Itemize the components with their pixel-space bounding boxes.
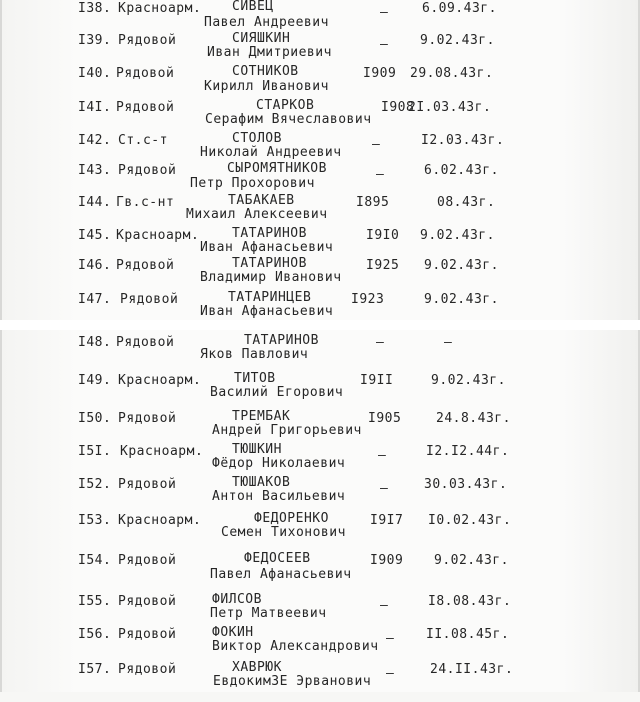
- surname: ФЕДОРЕНКО: [254, 511, 329, 526]
- entry-number: I44.: [78, 195, 112, 210]
- military-rank: Рядовой: [118, 163, 177, 178]
- given-name-patronymic: Антон Васильевич: [212, 489, 346, 504]
- military-rank: Рядовой: [116, 100, 175, 115]
- entry-number: I40.: [78, 66, 112, 81]
- surname: СЫРОМЯТНИКОВ: [227, 161, 327, 176]
- dash-mark: –: [372, 137, 381, 152]
- birth-year: I909: [363, 66, 397, 81]
- entry-number: I4I.: [78, 100, 112, 115]
- surname: ТАТАРИНОВ: [232, 256, 307, 271]
- surname: ТАТАРИНОВ: [244, 333, 319, 348]
- military-rank: Гв.с-нт: [116, 195, 175, 210]
- list-item: [0, 553, 640, 593]
- given-name-patronymic: Семен Тихонович: [221, 525, 346, 540]
- entry-number: I45.: [78, 228, 112, 243]
- entry-number: I52.: [78, 477, 112, 492]
- military-rank: Рядовой: [118, 411, 177, 426]
- birth-year: I9I7: [370, 513, 404, 528]
- death-date: I2.03.43г.: [421, 133, 505, 148]
- given-name-patronymic: Серафим Вячеславович: [205, 112, 372, 127]
- surname: ТАТАРИНОВ: [232, 226, 307, 241]
- military-rank: Красноарм.: [118, 1, 202, 16]
- death-date: 9.02.43г.: [424, 258, 499, 273]
- dash-mark: –: [380, 481, 389, 496]
- military-rank: Рядовой: [118, 594, 177, 609]
- surname: ТЮШКИН: [232, 442, 282, 457]
- given-name-patronymic: Виктор Александрович: [212, 639, 379, 654]
- military-rank: Рядовой: [118, 627, 177, 642]
- death-date: 9.02.43г.: [420, 33, 495, 48]
- death-date: 29.08.43г.: [410, 66, 494, 81]
- birth-year: I925: [366, 258, 400, 273]
- military-rank: Рядовой: [118, 477, 177, 492]
- entry-number: I49.: [78, 373, 112, 388]
- death-date: 24.8.43г.: [436, 411, 511, 426]
- surname: ТИТОВ: [234, 371, 276, 386]
- military-rank: Красноарм.: [118, 373, 202, 388]
- dash-mark: –: [380, 5, 389, 20]
- entry-number: I5I.: [78, 444, 112, 459]
- military-rank: Рядовой: [116, 335, 175, 350]
- entry-number: I46.: [78, 258, 112, 273]
- death-date: 6.09.43г.: [422, 1, 497, 16]
- entry-number: I38.: [78, 1, 112, 16]
- surname: ТАБАКАЕВ: [228, 193, 295, 208]
- list-item: [0, 513, 640, 553]
- given-name-patronymic: ЕвдокимЗЕ Эрванович: [213, 674, 372, 689]
- given-name-patronymic: Иван Афанасьевич: [200, 304, 334, 319]
- death-date: 08.43г.: [437, 195, 496, 210]
- entry-number: I50.: [78, 411, 112, 426]
- surname: СИВЕЦ: [232, 0, 274, 14]
- entry-number: I53.: [78, 513, 112, 528]
- birth-year: I909: [370, 553, 404, 568]
- death-date: I2.I2.44г.: [426, 444, 510, 459]
- military-rank: Рядовой: [118, 553, 177, 568]
- death-date: 24.II.43г.: [430, 662, 514, 677]
- military-rank: Рядовой: [116, 66, 175, 81]
- surname: СИЯШКИН: [232, 31, 291, 46]
- dash-mark: –: [380, 598, 389, 613]
- given-name-patronymic: Михаил Алексеевич: [186, 207, 328, 222]
- birth-year: I9I0: [366, 228, 400, 243]
- surname: СТОЛОВ: [232, 131, 282, 146]
- entry-number: I56.: [78, 627, 112, 642]
- surname: ФЕДОСЕЕВ: [244, 551, 311, 566]
- death-date: 9.02.43г.: [431, 373, 506, 388]
- death-date: 9.02.43г.: [424, 292, 499, 307]
- military-rank: Рядовой: [116, 258, 175, 273]
- given-name-patronymic: Фёдор Николаевич: [212, 456, 346, 471]
- birth-year: I905: [368, 411, 402, 426]
- surname: ХАВРЮК: [232, 660, 282, 675]
- given-name-patronymic: Яков Павлович: [200, 347, 309, 362]
- dash-mark: –: [376, 167, 385, 182]
- surname: ФИЛСОВ: [212, 592, 262, 607]
- given-name-patronymic: Владимир Иванович: [200, 270, 342, 285]
- birth-year: –: [376, 335, 385, 350]
- entry-number: I42.: [78, 133, 112, 148]
- death-date: 30.03.43г.: [424, 477, 508, 492]
- entry-number: I39.: [78, 33, 112, 48]
- birth-year: I895: [356, 195, 390, 210]
- birth-year: I908: [381, 100, 415, 115]
- death-date: 9.02.43г.: [434, 553, 509, 568]
- dash-mark: –: [386, 666, 395, 681]
- dash-mark: –: [378, 448, 387, 463]
- death-date: –: [444, 335, 453, 350]
- dash-mark: –: [386, 631, 395, 646]
- given-name-patronymic: Петр Матвеевич: [210, 606, 327, 621]
- list-item: [0, 373, 640, 413]
- given-name-patronymic: Иван Дмитриевич: [207, 45, 332, 60]
- death-date: 6.02.43г.: [424, 163, 499, 178]
- entry-number: I48.: [78, 335, 112, 350]
- given-name-patronymic: Павел Андреевич: [204, 15, 329, 30]
- surname: ФОКИН: [212, 625, 254, 640]
- entry-number: I57.: [78, 662, 112, 677]
- surname: ТАТАРИНЦЕВ: [228, 290, 312, 305]
- list-item: [0, 627, 640, 667]
- death-date: 2I.03.43г.: [408, 100, 492, 115]
- birth-year: I923: [351, 292, 385, 307]
- list-item: [0, 292, 640, 332]
- surname: ТЮШАКОВ: [232, 475, 291, 490]
- military-rank: Красноарм.: [116, 228, 200, 243]
- list-item: [0, 662, 640, 702]
- dash-mark: –: [380, 37, 389, 52]
- list-item: [0, 335, 640, 375]
- entry-number: I55.: [78, 594, 112, 609]
- death-date: II.08.45г.: [426, 627, 510, 642]
- entry-number: I43.: [78, 163, 112, 178]
- given-name-patronymic: Василий Егорович: [210, 385, 344, 400]
- given-name-patronymic: Кирилл Иванович: [204, 79, 329, 94]
- given-name-patronymic: Иван Афанасьевич: [200, 240, 334, 255]
- military-rank: Рядовой: [118, 662, 177, 677]
- given-name-patronymic: Андрей Григорьевич: [212, 423, 362, 438]
- surname: СТАРКОВ: [256, 98, 315, 113]
- entry-number: I54.: [78, 553, 112, 568]
- death-date: 9.02.43г.: [420, 228, 495, 243]
- given-name-patronymic: Николай Андреевич: [200, 145, 342, 160]
- given-name-patronymic: Петр Прохорович: [190, 176, 315, 191]
- given-name-patronymic: Павел Афанасьевич: [210, 567, 352, 582]
- death-date: I8.08.43г.: [428, 594, 512, 609]
- military-rank: Рядовой: [118, 33, 177, 48]
- birth-year: I9II: [360, 373, 394, 388]
- military-rank: Ст.с-т: [118, 133, 168, 148]
- surname: ТРЕМБАК: [232, 409, 291, 424]
- entry-number: I47.: [78, 292, 112, 307]
- military-rank: Красноарм.: [120, 444, 204, 459]
- military-rank: Красноарм.: [118, 513, 202, 528]
- surname: СОТНИКОВ: [232, 64, 299, 79]
- military-rank: Рядовой: [120, 292, 179, 307]
- death-date: I0.02.43г.: [428, 513, 512, 528]
